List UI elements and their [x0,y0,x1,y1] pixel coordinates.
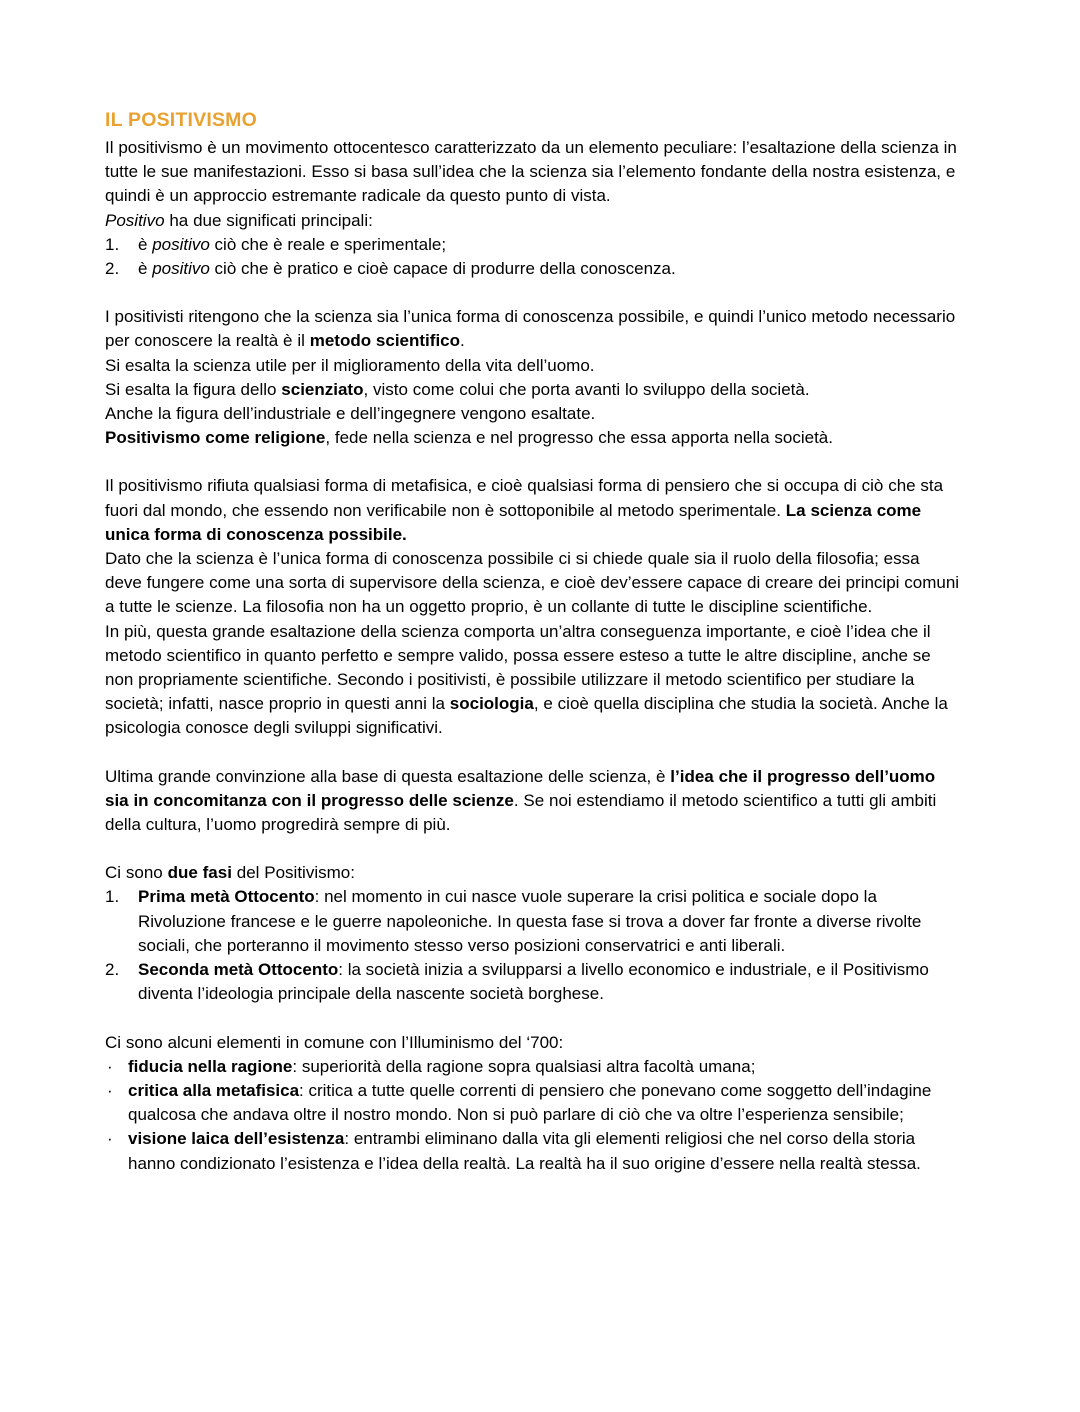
list-item-text: visione laica dell’esistenza: entrambi eliminano dalla vita gli elementi religiosi che nel corso della storia hanno condizionato l’esistenza e l’idea della realtà. La realtà ha il suo origine d’essere nella realtà stessa. [128,1129,921,1173]
scienza-utile-line: Si esalta la scienza utile per il miglioramento della vita dell’uomo. [105,355,595,375]
list-item-text: Seconda metà Ottocento: la società inizia a svilupparsi a livello economico e industriale, e il Positivismo diventa l’ideologia principale della nascente società borghese. [138,960,929,1004]
list-item [105,233,960,257]
metafisica-paragraph: Il positivismo rifiuta qualsiasi forma di metafisica, e cioè qualsiasi forma di pensiero che si occupa di ciò che sta fuori dal mondo, che essendo non verificabile non è sottoponibile al metodo sperimentale. La scienza come unica forma di conoscenza possibile. [105,476,944,544]
paragraph-spacer [105,281,960,305]
sociologia-paragraph: In più, questa grande esaltazione della scienza comporta un’altra conseguenza importante, e cioè l’idea che il metodo scientifico in quanto perfetto e sempre valido, possa essere esteso a tutte le altre discipline, anche se non propriamente scientifiche. Secondo i positivisti, è possibile utilizzare il metodo scientifico per studiare la società; infatti, nasce proprio in questi anni la sociologia, e cioè quella disciplina che studia la società. Anche la psicologia conosce degli sviluppi significativi. [105,621,948,738]
list-item-text: Prima metà Ottocento: nel momento in cui nasce vuole superare la crisi politica e sociale dopo la Rivoluzione francese e le guerre napoleoniche. In questa fase si trova a dover far fronte a diverse rivolte sociali, che porteranno il movimento stesso verso posizioni conservatrici e anti liberali. [138,887,922,955]
list-number-marker: 1. [105,887,120,907]
list-bullet-marker: · [107,1080,113,1100]
progresso-paragraph: Ultima grande convinzione alla base di questa esaltazione delle scienza, è l’idea che il progresso dell’uomo sia in concomitanza con il progresso delle scienze. Se noi estendiamo il metodo scientifico a tutti gli ambiti della cultura, l’uomo progredirà sempre di più. [105,766,937,835]
list-item-text: critica alla metafisica: critica a tutte quelle correnti di pensiero che ponevano come soggetto dell’indagine qualcosa che andava oltre il nostro mondo. Non si può parlare di ciò che va oltre l’esperienza sensibile; [128,1080,932,1125]
illuminismo-list [105,1055,960,1176]
list-number-marker: 2. [105,259,120,279]
list-item [105,1127,960,1175]
list-item [105,1079,960,1127]
due-fasi-list [105,885,960,1006]
paragraph-spacer [105,450,960,474]
due-fasi-lead: Ci sono due fasi del Positivismo: [105,863,355,883]
positivo-lead: Positivo ha due significati principali: [105,210,373,230]
page-title: IL POSITIVISMO [105,109,257,131]
metodo-scientifico-paragraph: I positivisti ritengono che la scienza sia l’unica forma di conoscenza possibile, e quindi l’unico metodo necessario per conoscere la realtà è il metodo scientifico. [105,307,956,351]
paragraph-spacer [105,837,960,861]
list-item-text: è positivo ciò che è reale e sperimentale; [138,234,447,254]
list-item-text: è positivo ciò che è pratico e cioè capace di produrre della conoscenza. [138,259,676,279]
list-item [105,257,960,281]
scienziato-line: Si esalta la figura dello scienziato, visto come colui che porta avanti lo sviluppo della società. [105,379,810,399]
positivismo-religione-line: Positivismo come religione, fede nella scienza e nel progresso che essa apporta nella società. [105,428,833,448]
paragraph-spacer [105,1007,960,1031]
list-bullet-marker: · [107,1056,113,1076]
paragraph-spacer [105,741,960,765]
list-number-marker: 1. [105,234,120,254]
list-item [105,1055,960,1079]
list-number-marker: 2. [105,960,120,980]
list-item-text: fiducia nella ragione: superiorità della ragione sopra qualsiasi altra facoltà umana; [128,1056,756,1076]
illuminismo-lead: Ci sono alcuni elementi in comune con l’Illuminismo del ‘700: [105,1032,564,1052]
industriale-line: Anche la figura dell’industriale e dell’ingegnere vengono esaltate. [105,404,596,424]
filosofia-paragraph: Dato che la scienza è l’unica forma di conoscenza possibile ci si chiede quale sia il ruolo della filosofia; essa deve fungere come una sorta di supervisore della scienza, e cioè dev’essere capace di creare dei principi comuni a tutte le scienze. La filosofia non ha un oggetto proprio, è un collante di tutte le discipline scientifiche. [105,549,960,617]
list-item [105,885,960,958]
document-body [105,136,960,1176]
list-bullet-marker: · [107,1129,113,1149]
positivo-meanings [105,233,960,281]
list-item [105,958,960,1006]
intro-paragraph: Il positivismo è un movimento ottocentesco caratterizzato da un elemento peculiare: l’esaltazione della scienza in tutte le sue manifestazioni. Esso si basa sull’idea che la scienza sia l’elemento fondante della nostra esistenza, e quindi è un approccio estremante radicale da questo punto di vista. [105,138,957,206]
